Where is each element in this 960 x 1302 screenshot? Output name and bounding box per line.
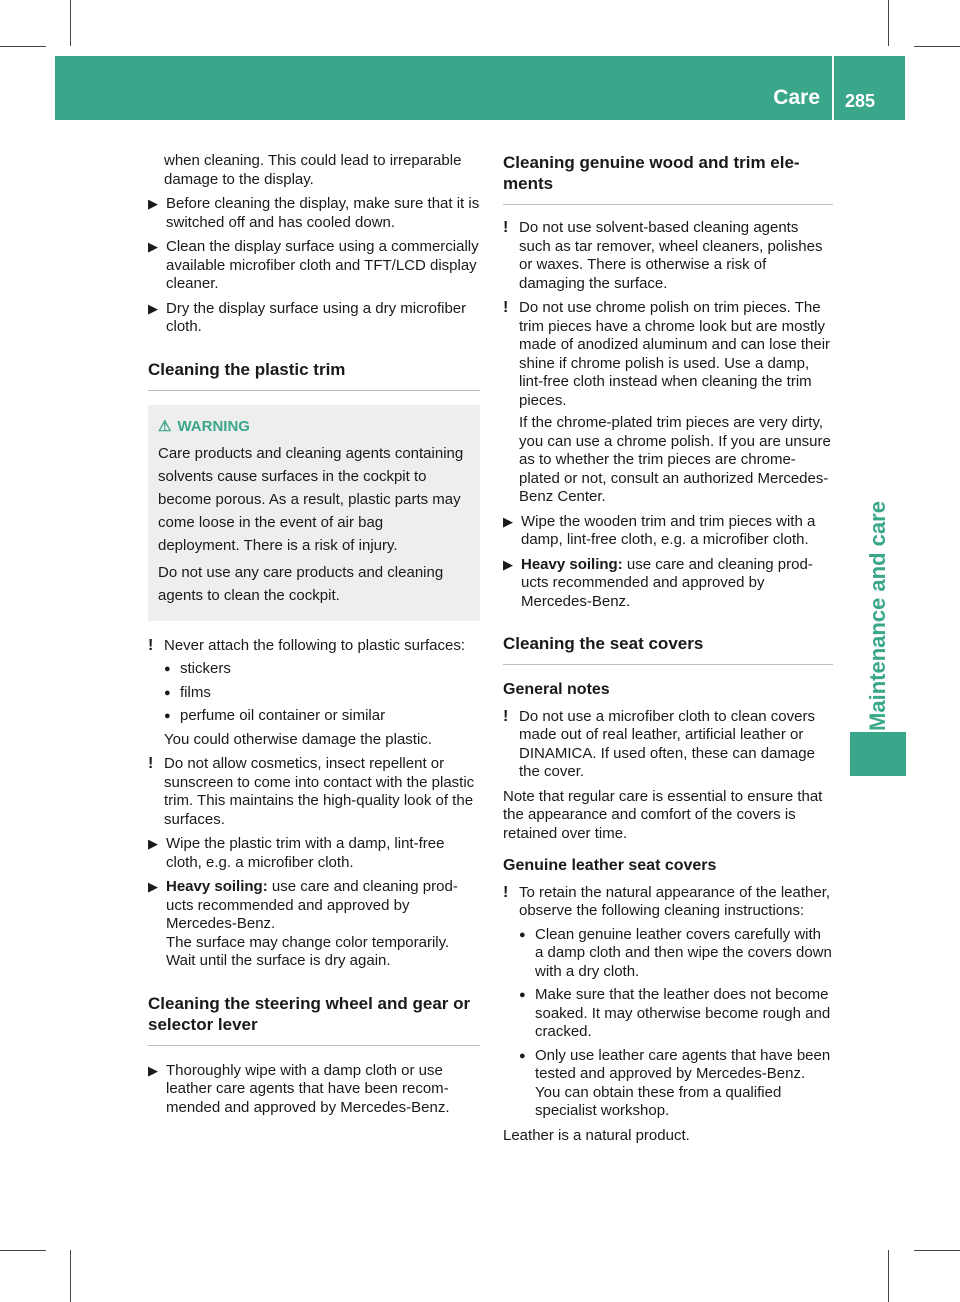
subsection-heading: Genuine leather seat covers [503,857,717,874]
chapter-tab-marker [850,732,906,776]
bullet-icon: ● [164,663,171,675]
list-item: ● stickers [164,660,231,677]
instruction-step: ▶ Heavy soiling: use care and cleaning products recommended and approved by Mercedes-Benz. The surface may change color temporarily. Wait until the surface is dry again. [148,878,458,969]
bullet-icon: ● [519,1049,526,1062]
instruction-step: ▶ Wipe the plastic trim with a damp, lint-free cloth, e.g. a microfiber cloth. [148,835,445,871]
list-item: ● films [164,683,211,701]
crop-mark [888,1250,889,1302]
continued-text: when cleaning. This could lead to irreparable damage to the display. [164,152,462,188]
section-heading: Cleaning the seat covers [503,633,833,665]
step-arrow-icon: ▶ [503,513,513,529]
bullet-icon: ● [164,686,171,699]
exclamation-icon: ! [503,883,509,901]
damage-note: ! Never attach the following to plastic surfaces: ● stickers ● films ● perfume oil container or similar You could otherwise damage the plastic. [148,637,480,750]
exclamation-icon: ! [148,755,154,772]
list-item: ● perfume oil container or similar [164,707,386,724]
warning-text: Care products and cleaning agents containing solvents cause surfaces in the cockpit to become porous. As a result, plastic parts may come loose in the event of air bag deployment. There is a risk of injury. [158,444,464,554]
bullet-icon: ● [519,989,526,1001]
subsection-heading: General notes [503,681,610,698]
step-arrow-icon: ▶ [503,556,513,572]
crop-mark [914,1250,960,1251]
damage-note: ! Do not use a microfiber cloth to clean covers made out of real leather, artificial leather or DINAMICA. If used often, these can damage the cover. [503,707,815,780]
bullet-icon: ● [164,710,171,722]
warning-title: WARNING [177,417,250,435]
crop-mark [70,1250,71,1302]
step-arrow-icon: ▶ [148,879,158,894]
header-separator [832,56,834,120]
damage-note: ! Do not use solvent-based cleaning agents such as tar remover, wheel cleaners, polishes or waxes. There is otherwise a risk of damaging the surface. [503,219,823,292]
step-arrow-icon: ▶ [148,1062,158,1078]
left-column [148,152,480,1123]
exclamation-icon: ! [503,219,509,236]
instruction-step: ▶ Dry the display surface using a dry microfiber cloth. [148,299,467,335]
exclamation-icon: ! [503,707,509,725]
warning-box [148,405,480,621]
instruction-step: ▶ Wipe the wooden trim and trim pieces with a damp, lint-free cloth, e.g. a microfiber cloth. [503,512,816,548]
body-text: Leather is a natural product. [503,1126,690,1144]
page-number: 285 [845,91,876,111]
damage-note: ! Do not allow cosmetics, insect repellent or sunscreen to come into contact with the plastic trim. This maintains the high-quality look of the surfaces. [148,755,475,828]
crop-mark [914,46,960,47]
exclamation-icon: ! [148,636,154,654]
list-item: ● Make sure that the leather does not become soaked. It may otherwise become rough and cracked. [519,986,831,1040]
step-arrow-icon: ▶ [148,196,158,211]
exclamation-icon: ! [503,299,509,316]
instruction-step: ▶ Before cleaning the display, make sure that it is switched off and has cooled down. [148,195,480,231]
section-title: Care [773,86,820,109]
chapter-tab-label: Maintenance and care [865,501,890,731]
warning-triangle-icon: ⚠ [158,417,172,435]
crop-mark [0,46,46,47]
step-arrow-icon: ▶ [148,836,158,851]
instruction-step: ▶ Thoroughly wipe with a damp cloth or use leather care agents that have been recommended and approved by Mercedes-Benz. [148,1061,450,1116]
damage-note: ! Do not use chrome polish on trim pieces. The trim pieces have a chrome look but are mostly made of anodized aluminum and can lose their shine if chrome polish is used. Use a damp, lint-free cloth instead when cleaning the trim pieces. If the chrome-plated trim pieces are very dirty, you can use a chrome polish. If you are unsure as to whether the trim pieces are chrome-plated or not, consult an authorized Mercedes-Benz Center. [503,299,831,505]
section-heading: Cleaning the plastic trim [148,359,480,391]
instruction-step: ▶ Clean the display surface using a commercially available microfiber cloth and TFT/LCD display cleaner. [148,238,479,292]
crop-mark [70,0,71,46]
warning-text: Do not use any care products and cleaning agents to clean the cockpit. [158,563,444,604]
damage-note: ! To retain the natural appearance of the leather, observe the following cleaning instructions: ● Clean genuine leather covers carefully with a damp cloth and then wipe the covers down with a dry cloth. ● Make sure that the leather does not become soaked. It may otherwise become rough and cracked. ● Only use leather care agents that have been tested and approved by Mercedes-Benz. You can obtain these from a qualified specialist workshop. [503,883,832,1119]
instruction-step: ▶ Heavy soiling: use care and cleaning products recommended and approved by Mercedes-Benz. [503,555,813,610]
list-item: ● Only use leather care agents that have been tested and approved by Mercedes-Benz. You can obtain these from a qualified specialist workshop. [519,1046,831,1119]
step-arrow-icon: ▶ [148,239,158,254]
section-heading: Cleaning the steering wheel and gear or selector lever [148,993,480,1046]
bullet-icon: ● [519,928,526,941]
list-item: ● Clean genuine leather covers carefully with a damp cloth and then wipe the covers down with a dry cloth. [519,925,832,980]
section-heading: Cleaning genuine wood and trim elements [503,152,833,205]
step-arrow-icon: ▶ [148,300,158,316]
crop-mark [888,0,889,46]
body-text: Note that regular care is essential to ensure that the appearance and comfort of the covers is retained over time. [503,787,823,842]
crop-mark [0,1250,46,1251]
right-column [503,152,833,1151]
